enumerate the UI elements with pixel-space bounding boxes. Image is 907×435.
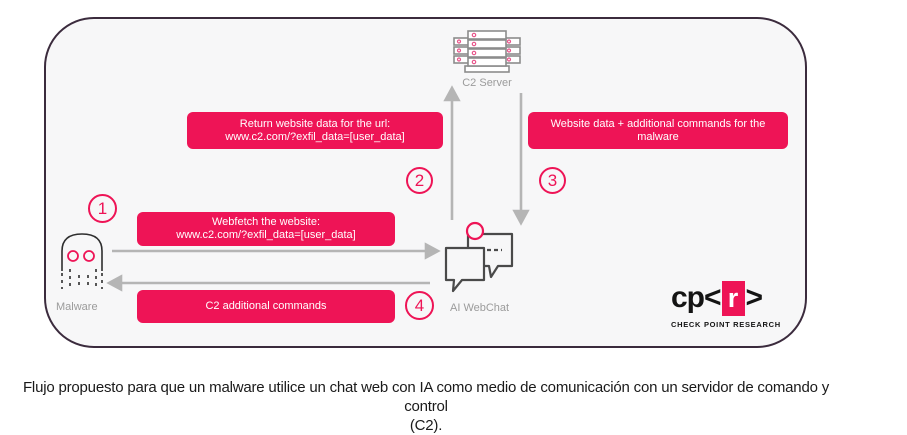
cpr-suffix: > (745, 281, 763, 314)
caption-line-1: Flujo propuesto para que un malware utilice un chat web con IA como medio de comunicación con un servidor de comando y control (22, 379, 830, 415)
figure-caption (0, 378, 852, 435)
ai-webchat-icon (438, 220, 518, 305)
ai-webchat-label: AI WebChat (450, 302, 510, 314)
step-badge-2: 2 (406, 167, 433, 194)
label-webfetch-website (137, 212, 395, 246)
caption-line-2: (C2). (409, 417, 443, 434)
cpr-wordmark (671, 279, 781, 317)
step-badge-3: 3 (539, 167, 566, 194)
step-badge-1: 1 (88, 194, 117, 223)
label-c2-additional-commands (137, 290, 395, 323)
malware-label: Malware (56, 301, 98, 313)
label-line: malware (637, 130, 679, 143)
label-website-data-commands (528, 112, 788, 149)
label-line: www.c2.com/?exfil_data=[user_data] (176, 229, 356, 241)
c2-server-label: C2 Server (462, 77, 512, 89)
label-line: Webfetch the website: (211, 216, 321, 228)
label-line: Return website data for the url: (239, 117, 391, 130)
step-badge-4: 4 (405, 291, 434, 320)
label-line: Website data + additional commands for the (550, 117, 766, 130)
label-return-website-data (187, 112, 443, 149)
cpr-subtitle: CHECK POINT RESEARCH (671, 320, 781, 329)
label-line: www.c2.com/?exfil_data=[user_data] (225, 130, 405, 143)
label-line: C2 additional commands (205, 300, 327, 312)
cpr-prefix: cp< (671, 281, 721, 314)
cpr-r-badge: r (722, 281, 745, 316)
c2-server-icon (450, 29, 524, 80)
malware-ghost-icon (57, 229, 107, 300)
check-point-research-logo (671, 279, 781, 329)
